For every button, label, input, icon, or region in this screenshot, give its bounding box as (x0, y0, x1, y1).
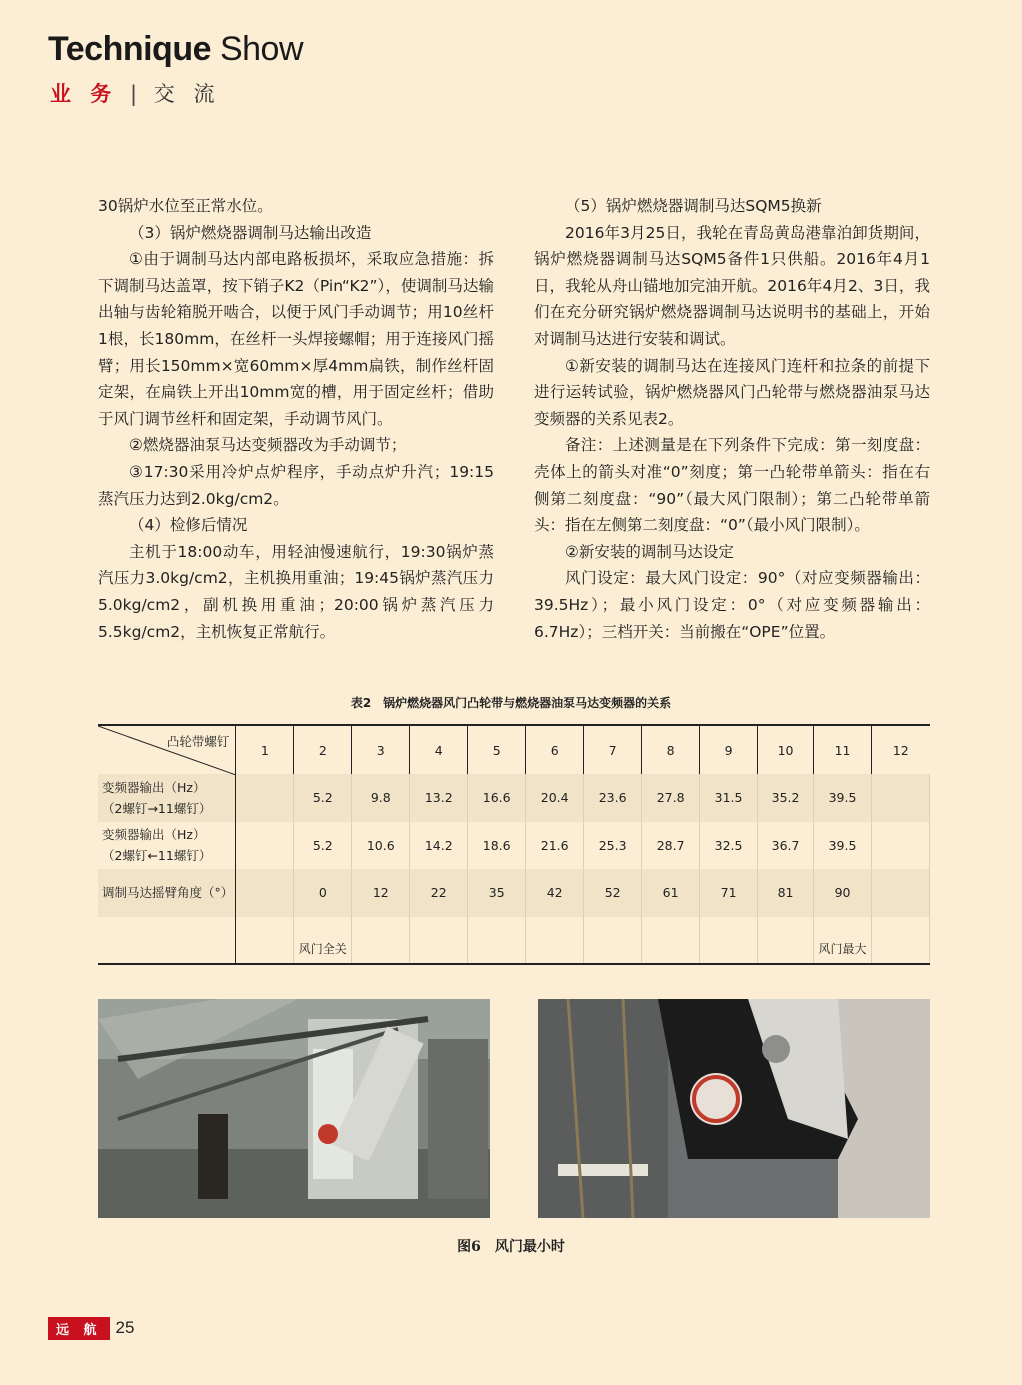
table-cell: 90 (814, 869, 872, 917)
photo-linkage-illustration (98, 999, 490, 1218)
table-cell: 36.7 (758, 822, 814, 870)
paragraph: 主机于18:00动车，用轻油慢速航行，19:30锅炉蒸汽压力3.0kg/cm2，主机换用重油；19:45锅炉蒸汽压力5.0kg/cm2，副机换用重油；20:00锅炉蒸汽压力5.5kg/cm2，主机恢复正常航行。 (98, 542, 494, 641)
table-caption: 表2 锅炉燃烧器风门凸轮带与燃烧器油泵马达变频器的关系 (350, 696, 672, 710)
page-footer (48, 1316, 134, 1340)
paragraph: ②燃烧器油泵马达变频器改为手动调节； (129, 436, 407, 455)
row-label-line: （2螺钉→11螺钉） (102, 800, 212, 816)
paragraph: ①由于调制马达内部电路板损坏，采取应急措施：拆下调制马达盖罩，按下销子K2（Pin“K2”），使调制马达输出轴与齿轮箱脱开啮合，以便于风门手动调节；用10丝杆1根，长180mm，在丝杆一头焊接螺帽；用于连接风门摇臂；用长150mm×宽60mm×厚4mm扁铁，制作丝杆固定架，在扁铁上开出10mm宽的槽，用于固定丝杆；借助于风门调节丝杆和固定架，手动调节风门。 (98, 250, 494, 428)
table-cell: 35.2 (758, 774, 814, 822)
table-cell: 39.5 (814, 774, 872, 822)
column-header: 3 (352, 725, 410, 774)
table-cell: 13.2 (410, 774, 468, 822)
table-cell: 5.2 (294, 774, 352, 822)
paragraph: 备注：上述测量是在下列条件下完成：第一刻度盘：壳体上的箭头对准“0”刻度；第一凸轮带单箭头：指在右侧第二刻度盘：“90”（最大风门限制）；第二凸轮带单箭头：指在左侧第二刻度盘：“0”（最小风门限制）。 (534, 436, 930, 535)
table-row (98, 822, 930, 870)
corner-label: 凸轮带螺钉 (166, 734, 230, 749)
paragraph: 风门设定：最大风门设定：90°（对应变频器输出：39.5Hz）；最小风门设定：0°（对应变频器输出：6.7Hz）；三档开关：当前搬在“OPE”位置。 (534, 569, 930, 641)
row-label (98, 822, 236, 870)
header-title-bold: Technique (48, 30, 211, 68)
table-cell (872, 869, 930, 917)
table-note-cell: 风门最大 (814, 917, 872, 965)
row-label-line: 变频器输出（Hz） (102, 827, 206, 843)
column-header: 6 (526, 725, 584, 774)
paragraph: （4）检修后情况 (129, 516, 248, 535)
column-header: 12 (892, 742, 909, 758)
table-cell: 52 (584, 869, 642, 917)
column-header: 4 (410, 725, 468, 774)
photo-linkage-mechanism (98, 999, 490, 1218)
table-cell: 9.8 (352, 774, 410, 822)
table-cell: 23.6 (584, 774, 642, 822)
table-row (98, 774, 930, 822)
paragraph: ①新安装的调制马达在连接风门连杆和拉条的前提下进行运转试验，锅炉燃烧器风门凸轮带与燃烧器油泵马达变频器的关系见表2。 (534, 356, 930, 428)
table-cell: 81 (758, 869, 814, 917)
column-header: 2 (294, 725, 352, 774)
table-cell: 42 (526, 869, 584, 917)
table-cell (872, 822, 930, 870)
column-header: 5 (468, 725, 526, 774)
row-label (98, 917, 236, 965)
table-cell: 12 (352, 869, 410, 917)
header-title-regular: Show (219, 30, 304, 68)
table-header-row (98, 725, 930, 774)
page-number: 25 (115, 1318, 135, 1337)
header-title (48, 30, 303, 69)
table-cell: 16.6 (468, 774, 526, 822)
table-cell: 35 (468, 869, 526, 917)
table-cell: 25.3 (584, 822, 642, 870)
section-separator: | (130, 82, 142, 106)
table-cell (642, 917, 700, 965)
paragraph: （5）锅炉燃烧器调制马达SQM5换新 (565, 197, 822, 215)
table-cell (236, 917, 294, 965)
table-cell (872, 917, 930, 965)
table-cell (872, 774, 930, 822)
photo-modulating-motor (538, 999, 930, 1218)
table-cell (700, 917, 758, 965)
relation-table (98, 724, 930, 965)
paragraph: 2016年3月25日，我轮在青岛黄岛港靠泊卸货期间，锅炉燃烧器调制马达SQM5备件1只供船。2016年4月1日，我轮从舟山锚地加完油开航。2016年4月2、3日，我们在充分研究锅炉燃烧器调制马达说明书的基础上，开始对调制马达进行安装和调试。 (534, 223, 930, 348)
row-label (98, 774, 236, 822)
paragraph: ②新安装的调制马达设定 (565, 542, 734, 561)
table-cell: 27.8 (642, 774, 700, 822)
column-header: 7 (584, 725, 642, 774)
article-left-column (98, 193, 494, 645)
table-cell (526, 917, 584, 965)
column-header: 8 (642, 725, 700, 774)
row-label-line: 变频器输出（Hz） (102, 779, 206, 795)
column-header: 11 (814, 725, 872, 774)
table-cell: 39.5 (814, 822, 872, 870)
paragraph: （3）锅炉燃烧器调制马达输出改造 (129, 223, 372, 242)
table-cell: 21.6 (526, 822, 584, 870)
paragraph: 30锅炉水位至正常水位。 (98, 197, 273, 215)
table-note-cell: 风门全关 (294, 917, 352, 965)
row-label-line: （2螺钉←11螺钉） (102, 848, 212, 864)
table-cell (352, 917, 410, 965)
table-cell: 32.5 (700, 822, 758, 870)
table-cell: 0 (294, 869, 352, 917)
table-cell: 28.7 (642, 822, 700, 870)
table-row (98, 869, 930, 917)
table-cell: 61 (642, 869, 700, 917)
magazine-badge: 远 航 (48, 1317, 110, 1340)
column-header: 10 (758, 725, 814, 774)
paragraph: ③17:30采用冷炉点炉程序，手动点炉升汽；19:15蒸汽压力达到2.0kg/cm2。 (98, 462, 494, 508)
column-header: 1 (236, 725, 294, 774)
section-label-bold: 业 务 (50, 82, 118, 106)
table-cell (410, 917, 468, 965)
table-cell: 22 (410, 869, 468, 917)
section-label (50, 78, 220, 108)
table-cell: 18.6 (468, 822, 526, 870)
table-corner-cell (98, 725, 236, 774)
column-header: 9 (700, 725, 758, 774)
photo-motor-illustration (538, 999, 930, 1218)
table-cell: 5.2 (294, 822, 352, 870)
table-row (98, 917, 930, 965)
article-right-column (534, 193, 930, 645)
table-cell (758, 917, 814, 965)
table-cell: 71 (700, 869, 758, 917)
table-cell: 10.6 (352, 822, 410, 870)
row-label: 调制马达摇臂角度（°） (98, 869, 236, 917)
table-cell (584, 917, 642, 965)
table-cell (468, 917, 526, 965)
table-cell (236, 869, 294, 917)
table-cell: 20.4 (526, 774, 584, 822)
section-label-normal: 交 流 (153, 82, 221, 106)
table-cell (236, 774, 294, 822)
table-cell: 14.2 (410, 822, 468, 870)
table-cell: 31.5 (700, 774, 758, 822)
figure-caption: 图6 风门最小时 (457, 1239, 565, 1255)
table-cell (236, 822, 294, 870)
